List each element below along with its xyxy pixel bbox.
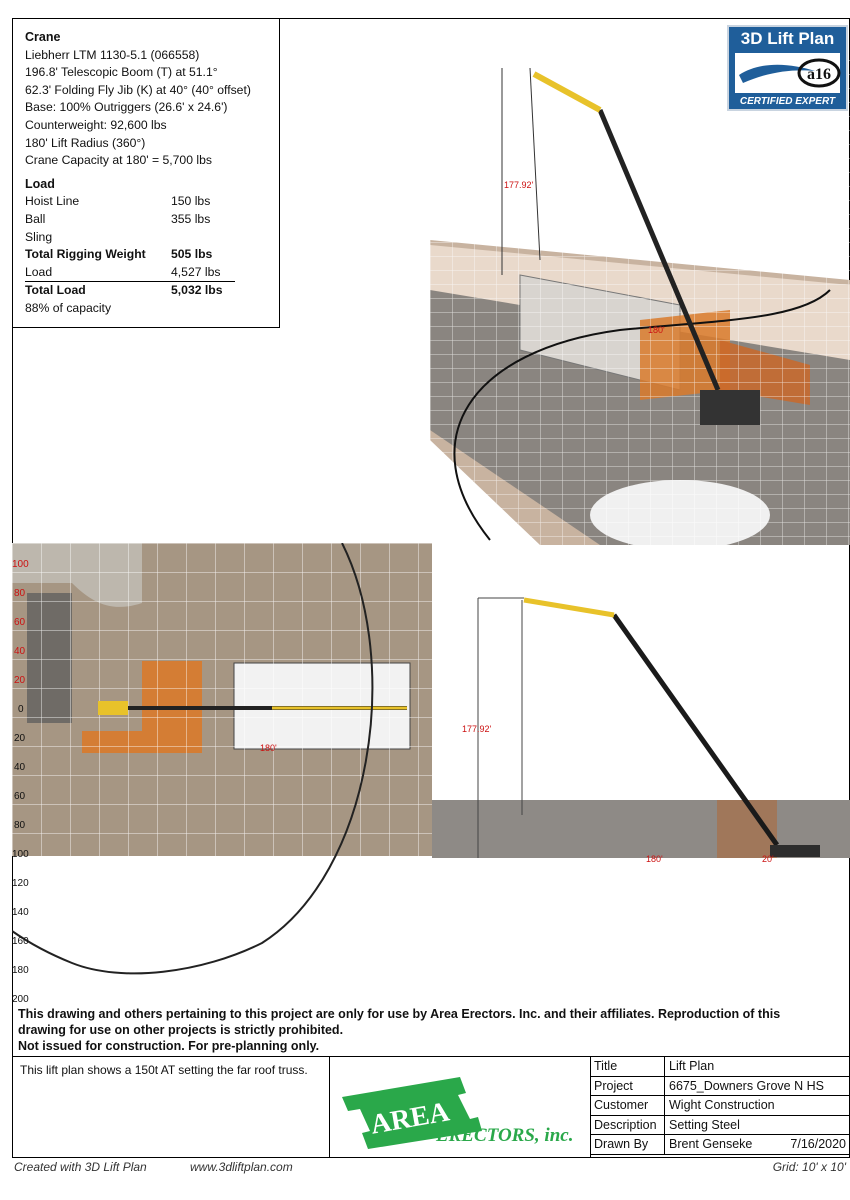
load-row: Load 4,527 lbs: [25, 264, 235, 283]
axis-label-0: 0: [18, 704, 24, 715]
crane-base: Base: 100% Outriggers (26.6' x 24.6'): [25, 100, 228, 115]
title-block: [12, 1056, 850, 1158]
title-row: Title Lift Plan: [590, 1057, 850, 1076]
load-row-hoist: Hoist Line 150 lbs: [25, 194, 211, 209]
side-small-label: 20': [762, 854, 774, 864]
perspective-view: [430, 60, 850, 545]
disclaimer-line-2: drawing for use on other projects is strictly prohibited.: [18, 1023, 344, 1037]
project-row: Project 6675_Downers Grove N HS: [590, 1076, 850, 1096]
spec-panel: [12, 18, 280, 328]
disclaimer-line-1: This drawing and others pertaining to this project are only for use by Area Erectors. Inc. and their affiliates. Reproduction of this: [18, 1007, 781, 1021]
side-height-label: 177.92': [462, 724, 492, 734]
crane-carrier: [700, 390, 760, 425]
axis-label-20-bottom: 20: [14, 733, 26, 744]
plan-radius-label: 180': [260, 743, 277, 753]
axis-label-180: 180: [12, 965, 29, 976]
axis-label-20-top: 20: [14, 675, 26, 686]
crane-model: Liebherr LTM 1130-5.1 (066558): [25, 47, 200, 62]
side-radius-label: 180': [646, 854, 663, 864]
disclaimer-line-3: Not issued for construction. For pre-planning only.: [18, 1039, 320, 1053]
axis-label-40-top: 40: [14, 646, 26, 657]
title-table: [590, 1057, 850, 1155]
disclaimer: [18, 1006, 846, 1054]
side-crane: [770, 845, 820, 857]
plan-view: [12, 543, 434, 1003]
axis-label-100-top: 100: [12, 559, 29, 570]
customer-row: Customer Wight Construction: [590, 1096, 850, 1116]
footer-url[interactable]: www.3dliftplan.com: [190, 1160, 293, 1174]
badge-title: 3D Lift Plan: [740, 29, 835, 48]
axis-label-160: 160: [12, 936, 29, 947]
crane-capacity: Crane Capacity at 180' = 5,700 lbs: [25, 153, 212, 168]
load-heading: Load: [25, 176, 55, 191]
drawn-by-row: Drawn By Brent Genseke 7/16/2020: [590, 1135, 850, 1155]
axis-label-200: 200: [12, 994, 29, 1003]
description-row: Description Setting Steel: [590, 1115, 850, 1135]
side-view: [432, 590, 850, 865]
axis-label-140: 140: [12, 907, 29, 918]
logo-name: ERECTORS, inc.: [436, 1125, 574, 1146]
crane-radius: 180' Lift Radius (360°): [25, 135, 146, 150]
load-row-ball: Ball 355 lbs: [25, 211, 211, 226]
capacity-percent: 88% of capacity: [25, 300, 112, 315]
badge-mark: a16: [807, 66, 831, 83]
plan-crane: [98, 701, 128, 715]
angle-label: 180': [648, 325, 665, 335]
logo-word: AREA: [368, 1096, 452, 1141]
crane-counterweight: Counterweight: 92,600 lbs: [25, 117, 167, 132]
axis-label-80-top: 80: [14, 588, 26, 599]
load-row-sling: Sling: [25, 229, 53, 244]
crane-jib: 62.3' Folding Fly Jib (K) at 40° (40° offset): [25, 82, 251, 97]
side-jib: [524, 600, 614, 615]
divider: [329, 1057, 330, 1157]
axis-label-60-bottom: 60: [14, 791, 26, 802]
drawing-date: 7/16/2020: [774, 1135, 850, 1155]
badge-subtitle: CERTIFIED EXPERT: [739, 96, 836, 107]
crane-boom: 196.8' Telescopic Boom (T) at 51.1°: [25, 65, 218, 80]
footer-grid: Grid: 10' x 10': [772, 1160, 846, 1174]
axis-label-80-bottom: 80: [14, 820, 26, 831]
height-label: 177.92': [504, 180, 534, 190]
axis-label-40-bottom: 40: [14, 762, 26, 773]
area-erectors-logo: [340, 1067, 585, 1151]
total-rigging-row: Total Rigging Weight 505 lbs: [25, 247, 213, 262]
axis-label-60-top: 60: [14, 617, 26, 628]
axis-label-100-bottom: 100: [12, 849, 29, 860]
plan-notes: This lift plan shows a 150t AT setting the far roof truss.: [20, 1063, 308, 1077]
total-load-row: Total Load 5,032 lbs: [25, 283, 223, 298]
crane-heading: Crane: [25, 30, 61, 44]
badge-logo: [735, 53, 840, 93]
axis-label-120: 120: [12, 878, 29, 889]
certified-expert-badge: [727, 25, 848, 111]
footer-created: Created with 3D Lift Plan: [14, 1160, 147, 1174]
